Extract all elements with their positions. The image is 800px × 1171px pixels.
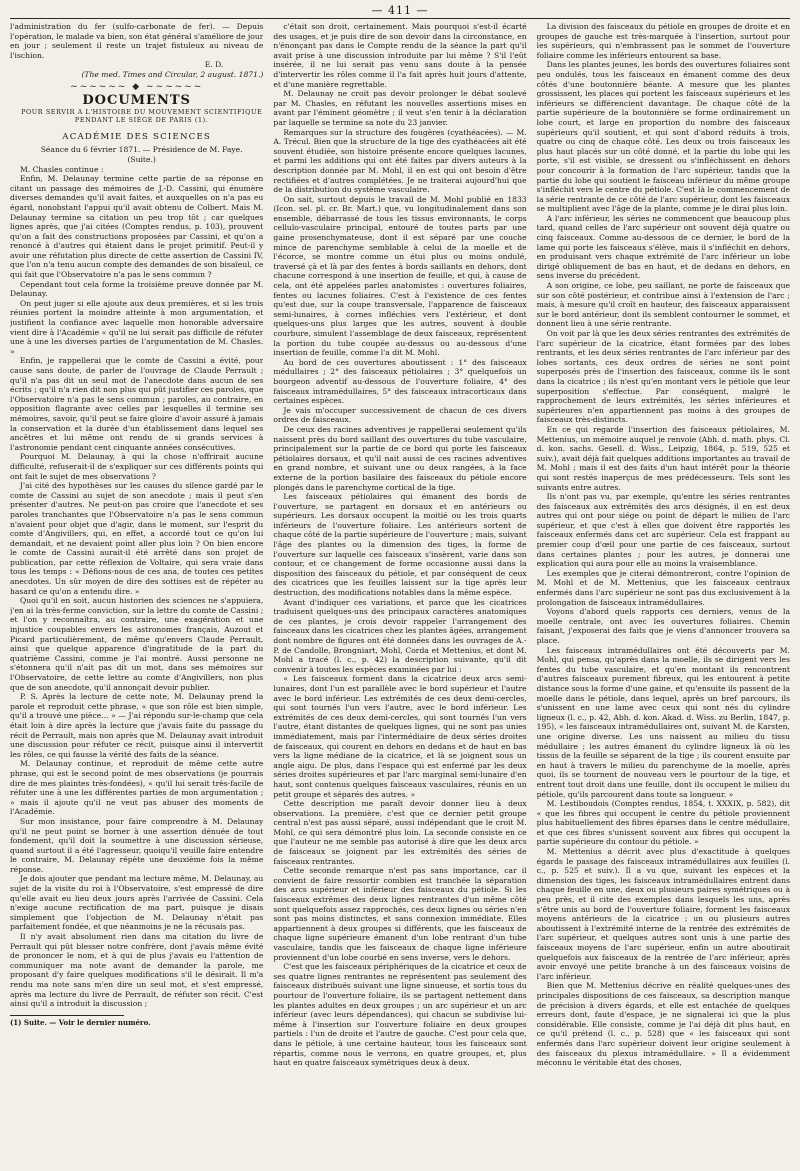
paragraph: Les exemples que je citerai démontreront, contre l'opinion de M. Mohl et de M. Mettenius, que les faisceaux centraux enfermés dans l'arc supérieur ne sont pas dus exclusivement à la prolongation de faisceaux intramédullaires.: [536, 568, 790, 607]
paragraph: Cette seconde remarque n'est pas sans importance, car il convient de faire ressortir combien est tranchée la séparation des arcs supérieur et inférieur des faisceaux du pétiole. Si les faisceaux extrêmes des deux lignes rentrantes d'un même côté sont quelquefois assez rapprochés, ces deux lignes ou séries n'en sont pas moins distinctes, et sans connexion immédiate. Elles appartiennent à deux groupes si différents, que les faisceaux de chaque ligne supérieure émanent d'un lobe rentrant d'un tube vasculaire, tandis que les faisceaux de chaque ligne inférieure proviennent d'un lobe courbé en sens inverse, vers le dehors.: [273, 866, 527, 962]
paragraph: Cependant tout cela forme la troisième preuve donnée par M. Delaunay.: [10, 279, 264, 299]
footnote-rule: [10, 1015, 124, 1016]
paragraph: On peut juger si elle ajoute aux deux premières, et si les trois réunies portent la moindre atteinte à mon argumentation, et justifient la confiance avec laquelle mon honorable adversaire vient dire à l'Académie « qu'il ne lui serait pas difficile de réfuter une à une les diverses parties de l'argumentation de M. Chasles. »: [10, 298, 264, 356]
paragraph: Avant d'indiquer ces variations, et parce que les cicatrices traduisent quelques-uns des principaux caractères anatomiques de ces plantes, je crois devoir rappeler l'arrangement des faisceaux dans les cicatrices chez les plantes âgées, arrangement dont nombre de figures ont été données dans les ouvrages de A.-P. de Candolle, Brongniart, Mohl, Corda et Mettenius, et dont M. Mohl a tracé (l. c., p. 42) la description suivante, qu'il dit convenir à toutes les espèces examinées par lui :: [273, 597, 527, 674]
footnote: (1) Suite. — Voir le dernier numéro.: [10, 1017, 151, 1027]
paragraph: Enfin, je rappellerai que le comte de Cassini a évité, pour cause sans doute, de parler de l'ouvrage de Claude Perrault ; qu'il n'a pas dit un seul mot de l'anecdote dans aucun de ses écrits ; qu'il n'a rien dit non plus qui pût justifier ces paroles, que l'Observatoire n'a pas le sens commun ; paroles, au contraire, en opposition flagrante avec celles par lesquelles il termine ses mémoires, savoir, qu'il peut se faire gloire d'avoir assuré à jamais la conservation et la durée d'un établissement dans lequel ses ancêtres et lui même ont rendu de si grands services à l'astronomie pendant cent cinquante années consécutives.: [10, 356, 264, 452]
section-title: DOCUMENTS: [82, 93, 191, 109]
paragraph: Les faisceaux pétiolaires qui émanent des bords de l'ouverture, se partagent en dorsaux et en antérieurs ou supérieurs. Les dorsaux occupent la moitié ou les trois quarts inférieurs de l'ouverture foliaire. Les antérieurs sortent de chaque côté de la partie supérieure de l'ouverture ; mais, suivant l'âge des plantes ou la dimension des tiges, la forme de l'ouverture sur laquelle ces faisceaux s'insèrent, varie dans son contour, et ce changement de forme occasionne aussi dans la disposition des faisceaux du pétiole, et par conséquent de ceux des cicatrices que les feuilles laissent sur la tige après leur destruction, des modifications notables dans la même espèce.: [273, 492, 527, 598]
signature: E. D.: [204, 60, 224, 70]
paragraph: On sait, surtout depuis le travail de M. Mohl publié en 1833 (Icon. sel. pl. cr. Br. Mart.) que, vu longitudinalement dans son ensemble, débarrassé de tous les tissus environnants, le corps cellulo-vasculaire principal, entouré de toutes parts par une gaine prosenchymateuse, dont il est séparé par une couche mince de parenchyme semblable à celui de la moelle et de l'écorce, se montre comme un étui plus ou moins ondulé, traversé çà et là par des fentes à bords saillants en dehors, dont chacune correspond à une insertion de feuille, et qui, à cause de cela, ont été appelées parles anatomistes : ouvertures foliaires, fentes ou lacunes foliaires. C'est à l'existence de ces fentes qu'est due, sur la coupe transversale, l'apparence de faisceaux semi-lunaires, à cornes infléchies vers l'extérieur, et dont quelques-uns plus larges que les autres, souvent à double courbure, simulent l'assemblage de deux faisceaux, représentent la portion du tube coupée au-dessus ou au-dessous d'une insertion de feuille, comme l'a dit M. Mohl.: [273, 194, 527, 358]
seance-line: Séance du 6 février 1871. — Présidence de M. Faye.: [40, 145, 243, 155]
column-left: [10, 22, 263, 1170]
paragraph: La division des faisceaux du pétiole en groupes de droite et en groupes de gauche est très-marquée à l'insertion, surtout pour les supérieurs, qui n'embrassent pas le sommet de l'ouverture foliaire comme les inférieurs entourent sa base.: [536, 22, 790, 60]
paragraph: Je dois ajouter que pendant ma lecture même, M. Delaunay, au sujet de la visite du roi à l'Observatoire, s'est empressé de dire qu'elle avait eu lieu deux jours après l'arrivée de Cassini. Cela n'exige aucune rectification de ma part, puisque je disais simplement que l'objection de M. Delaunay n'était pas parfaitement fondée, et que néanmoins je ne la récusais pas.: [10, 874, 264, 932]
paragraph: Voyons d'abord quels rapports ces derniers, venus de la moelle centrale, ont avec les ouvertures foliaires. Chemin faisant, j'exposerai des faits que je viens d'annoncer trouvera sa place.: [536, 607, 790, 645]
page-number: — 411 —: [371, 4, 429, 17]
suite-line: (Suite.): [127, 154, 156, 164]
paragraph: M. Lestiboudois (Comptes rendus, 1854, t. XXXIX, p. 582), dit « que les fibres qui occupent le centre du pétiole proviennent plus habituellement des fibres éparses dans le centre médullaire, et que ces fibres s'unissent souvent aux fibres qui occupent la partie supérieure du contour du pétiole. »: [536, 799, 790, 847]
paragraph: Sur mon insistance, pour faire comprendre à M. Delaunay qu'il ne peut point se borner à une assertion dénuée de tout fondement, qu'il doit la soumettre à une discussion sérieuse, quand surtout il a été l'agresseur, quoiqu'il veuille faire entendre le contraire, M. Delaunay répète une deuxième fois la même réponse.: [10, 816, 264, 874]
paragraph: En ce qui regarde l'insertion des faisceaux pétiolaires, M. Mettenius, un mémoire auquel je renvoie (Abh. d. math. phys. Cl. d. kon. sachs. Gesell. d. Wiss., Leipzig, 1864, p. 519, 525 et suiv.), avait déjà fait quelques additions importantes au travail de M. Mohl ; mais il est des faits d'un haut intérêt pour la théorie qui sont restés inaperçus de mes prédécesseurs. Tels sont les suivants entre autres.: [536, 424, 790, 492]
paragraph: Cette description me paraît devoir donner lieu à deux observations. La première, c'est que ce dernier petit groupe central n'est pas aussi séparé, aussi indépendant que le croit M. Mohl, ce qui sera démontré plus loin. La seconde consiste en ce que l'auteur ne me semble pas autorisé à dire que les deux arcs de faisceaux se joignent par les extrémités des séries de faisceaux rentrantes.: [273, 799, 527, 866]
paragraph: Les faisceaux intramédullaires ont été découverts par M. Mohl, qui pensa, qu'après dans la moelle, ils se dirigent vers les fentes du tube vasculaire, et qu'en montant ils rencontrent d'autres faisceaux purement fibreux, qui les entourent à petite distance sous la forme d'une gaine, et qu'ensuite ils passent de la moelle dans le pétiole, dans lequel, après un bref parcours, ils s'unissent en une lame avec ceux qui sont nés du cylindre ligneux (l. c., p. 42, Abh. d. kon. Akad. d. Wiss. zu Berlin, 1847, p. 195), « les faisceaux intramédullaires ont, suivant M. de Karsten, une origine diverse. Les uns naissent au milieu du tissu médullaire ; les autres émanent du cylindre ligneux là où les tissus de la feuille se séparent de la tige ; ils courent ensuite par en haut à travers le milieu du parenchyme de la moelle, après quoi, ils se tournent de nouveau vers le pourtour de la tige, et entrent tout droit dans une feuille, dont ils occupent le milieu du pétiole, qu'ils parcourent dans toute sa longueur. »: [536, 645, 790, 799]
paragraph: « Les faisceaux forment dans la cicatrice deux arcs semi-lunaires, dont l'un est parallèle avec le bord supérieur et l'autre avec le bord inférieur. Les extrémités de ces deux demi-cercles, qui sont tournés l'un vers l'autre, avec le bord inférieur. Les extrémités de ces deux demi-cercles, qui sont tournés l'un vers l'autre, étant distantes de quelques lignes, qui ne sont pas unies immédiatement, mais par l'intermédiaire de deux séries droites de faisceaux, qui courent en dehors en dedans et de haut en bas vers la ligne médiane de la cicatrice, et là se joignent sous un angle aigu. De plus, dans l'espace qui est enfermé par les deux séries droites supérieures et par l'arc marginal semi-lunaire d'en haut, sont contenus quelques faisceaux vasculaires, réunis en un petit groupe et séparés des autres. »: [273, 674, 527, 799]
paragraph: M. Delaunay ne croit pas devoir prolonger le débat soulevé par M. Chasles, en réfutant les nouvelles assertions mises en avant par l'éminent géomètre ; il veut s'en tenir à la déclaration par laquelle se termine sa note du 23 janvier.: [273, 89, 527, 127]
section-subtitle-2: PENDANT LE SIÉGE DE PARIS (1).: [74, 116, 209, 125]
paragraph: Dans les plantes jeunes, les bords des ouvertures foliaires sont peu ondulés, tous les faisceaux en émanent comme des deux côtés d'une boutonnière béante. A mesure que les plantes grossissent, les places qui portent les faisceaux supérieurs et les inférieurs se différencient davantage. De chaque côté de la partie supérieure de la boutonnière se forme ordinairement un lobe court, et large en proportion du nombre des faisceaux supérieurs qu'il soutient, et qui sont d'abord réduits à trois, quatre ou cinq de chaque côté. Les deux ou trois faisceaux les plus haut placés sur un côté donné, et la partie du lobe qui les porte, s'il est visible, se dressent ou s'infléchissent en dehors pour concourir à la formation de l'arc supérieur, tandis que la partie du lobe qui soutient le faisceau inférieur du même groupe s'infléchit vers le centre du pétiole. C'est là le commencement de la série rentrante de ce côté de l'arc supérieur, dont les faisceaux se multiplient avec l'âge de la plante, comme je le dirai plus loin.: [536, 60, 790, 214]
paragraph: Enfin, M. Delaunay termine cette partie de sa réponse en citant un passage des mémoires de J.-D. Cassini, qui énumère diverses demandes qu'il avait faites, et auxquelles on n'a pas eu égard, nonobstant l'appui qu'il avait obtenu de Colbert. Mais M. Delaunay termine sa citation un peu trop tôt ; car quelques lignes après, que j'ai citées (Comptes rendus, p. 103), prouvent qu'on a fait des constructions proposées par Cassini, et qu'on a renoncé à d'autres qui étaient dans le projet primitif. Peut-il y avoir une réfutation plus directe de cette assertion de Cassini IV, que l'on n'a tenu aucun compte des demandes de son bisaïeul, ce qui fait que l'Observatoire n'a pas le sens commun ?: [10, 174, 264, 280]
ornament-divider: ~~~~~~ ◆ ~~~~~~: [70, 81, 204, 92]
paragraph: M. Delaunay continue, et reproduit de même cette autre phrase, qui est le second point de mes observations (je pourrais dire de mes plaintes très-fondées), « qu'il lui serait très-facile de réfuter une à une les différentes parties de mon argumentation ; » mais il ajoute qu'il ne veut pas abuser des moments de l'Académie.: [10, 759, 264, 817]
paragraph: On voit par là que les deux séries rentrantes des extrémités de l'arc supérieur de la cicatrice, étant formées par des lobes rentrants, et les deux séries rentrantes de l'arc inférieur par des lobes sortants, ces deux ordres de séries ne sont point superposés près de l'insertion des faisceaux, comme ils le sont dans la cicatrice ; ils n'est qu'en montant vers le pétiole que leur superposition s'effectue. Par conséquent, malgré le rapprochement de leurs extrémités, les séries inférieures et supérieures n'en appartiennent pas moins à des groupes de faisceaux très-distincts.: [536, 329, 790, 425]
paragraph: Je vais m'occuper successivement de chacun de ces divers ordres de faisceaux.: [273, 405, 527, 425]
paragraph: M. Mettenius a décrit avec plus d'exactitude à quelques égards le passage des faisceaux intramédullaires aux feuilles (l. c., p. 525 et suiv.). Il a vu que, suivant les espèces et la dimension des tiges, les faisceaux intramédullaires entrent dans chaque feuille en une, deux ou plusieurs paires symétriques ou à peu près, et il cite des exemples dans lesquels les uns, après s'être unis au bord de l'ouverture foliaire, forment les faisceaux moyens antérieurs de la cicatrice ; un ou plusieurs autres aboutissent à l'extrémité interne de la rentrée des extrémités de l'arc supérieur, et quelques autres sont unis à une partie des faisceaux moyens de l'arc supérieur, enfin un autre aboutirait quelquefois aux faisceaux de la rentrée de l'arc inférieur, après avoir envoyé une petite branche à un des faisceaux voisins de l'arc inférieur.: [536, 847, 790, 981]
source-citation: (The med. Times and Circular, 2 august. 1871.): [81, 69, 264, 79]
paragraph: Au bord de ces ouvertures aboutissent : 1° des faisceaux médullaires ; 2° des faisceaux pétiolaires ; 3° quelquefois un bourgeon adventif au-dessous de l'ouverture foliaire, 4° des faisceaux intramédullaires, 5° des faisceaux intracorticaux dans certaines espèces.: [273, 357, 527, 406]
paragraph: P. S. Après la lecture de cette note, M. Delaunay prend la parole et reproduit cette phrase, « que son rôle est bien simple, qu'il a trouvé une pièce... » — J'ai répondu sur-le-champ que cela était loin à dire après la lecture que j'avais faite du passage du récit de Perrault, mais non après que M. Delaunay avait introduit une discussion pour réfuter ce récit, puisque ainsi il intervertit les rôles, ce qui fausse la vérité des faits de la séance.: [10, 692, 264, 759]
paragraph: J'ai cité des hypothèses sur les causes du silence gardé par le comte de Cassini au sujet de son anecdote ; mais il peut s'en présenter d'autres. Ne peut-on pas croire que l'anecdote et ses paroles tranchantes que l'Observatoire n'a pas le sens commun n'avaient pour objet que d'agir, dans le moment, sur l'esprit du comte d'Angivillers, qui, en effet, a accordé tout ce qu'on lui demandait, et ne devaient point aller plus loin ? On bien encore le comte de Cassini aurait-il été arrêté dans son projet de publication, par cette réflexion de Voltaire, qui sera vraie dans tous les temps : « Défions-nous de ces ana, de toutes ces petites anecdotes. Un sûr moyen de dire des sottises est de répéter au hasard ce qu'on a entendu dire. »: [10, 481, 264, 596]
paragraph: A son origine, ce lobe, peu saillant, ne porte de faisceaux que sur son côté postérieur, et contribue ainsi à l'extension de l'arc ; mais, à mesure qu'il croît en hauteur, des faisceaux apparaissent sur le bord antérieur, dont ils semblent contourner le sommet, et donnent lieu à une série rentrante.: [536, 281, 790, 329]
paragraph: Quoi qu'il en soit, aucun historien des sciences ne s'appuiera, j'en ai la très-ferme conviction, sur la lettre du comte de Cassini ; et l'on y reconnaîtra, au contraire, une exagération et une injustice coupables envers les astronomes français, Auzout et Picard particulièrement, de même qu'envers Claude Perrault, ainsi que quelque apparence d'ingratitude de la part du quatrième Cassini, comme je l'ai montré. Aussi personne ne s'étonnera qu'il n'ait pas dit un mot, dans ses mémoires sur l'Observatoire, de cette lettre au comte d'Angivillers, non plus que de son anecdote, qu'il annonçait devoir publier.: [10, 596, 264, 692]
column-middle: [273, 22, 526, 1170]
paragraph: De ceux des racines adventives je rappellerai seulement qu'ils naissent près du bord saillant des ouvertures du tube vasculaire, principalement sur la partie de ce bord qui porte les faisceaux pétiolaires dorsaux, et qu'il nait aussi de ces racines adventives en grand nombre, et suivant une ou deux rangées, à la face externe de la portion basilaire des faisceaux du pétiole encore plongés dans le parenchyme cortical de la tige.: [273, 424, 527, 492]
top-rule: [10, 18, 790, 19]
paragraph: c'était son droit, certainement. Mais pourquoi s'est-il écarté des usages, et je puis dire de son devoir dans la circonstance, en n'énonçant pas dans le Compte rendu de la séance la part qu'il avait prise à une discussion introduite par lui même ? S'il l'eût insérée, il ne lui serait pas venu sans doute à la pensée d'intervertir les rôles comme il l'a fait après huit jours d'attente, et d'une manière regrettable.: [273, 22, 527, 89]
column-right: [537, 22, 790, 1170]
paragraph: Pourquoi M. Delaunay, à qui la chose n'offrirait aucune difficulté, refuserait-il de s'expliquer sur ces différents points qui ont fait le sujet de mes observations ?: [10, 452, 264, 481]
paragraph: M. Chasles continue :: [20, 164, 104, 174]
columns: [10, 22, 790, 1170]
paragraph: Il n'y avait absolument rien dans ma citation du livre de Perrault qui pût blesser notre confrère, dont j'avais même évité de prononcer le nom, et à qui de plus j'avais eu l'attention de communiquer ma note avant de demander la parole, me proposant d'y faire quelques modifications s'il le désirait. Il m'a rendu ma note sans m'en dire un seul mot, et s'est empressé, après ma lecture du livre de Perrault, de réfuter son récit. C'est ainsi qu'il a introduit la discussion ;: [10, 932, 264, 1009]
paragraph: Remarques sur la structure des fougères (cyathéacées). — M. A. Trécul. Bien que la structure de la tige des cyathéacées ait été souvent étudiée, son histoire présente encore quelques lacunes, et parmi les additions qui ont été faites par divers auteurs à la description donnée par M. Mohl, il en est qui ont besoin d'être rectifiées et d'autres complétées. Je ne traiterai aujourd'hui que de la distribution du système vasculaire.: [273, 127, 527, 195]
section-subtitle-1: POUR SERVIR A L'HISTOIRE DU MOUVEMENT SCIENTIFIQUE: [21, 107, 263, 116]
paragraph: C'est que les faisceaux périphériques de la cicatrice et ceux de ses quatre lignes rentrantes ne représentent pas seulement des faisceaux distribués suivant une ligne sinueuse, et sortis tous du pourtour de l'ouverture foliaire, ils se partagent nettement dans les plantes adultes en deux groupes ; un arc supérieur et un arc inférieur (avec leurs dépendances), qui chacun se subdivise lui-même à l'insertion sur l'ouverture foliaire en deux groupes partiels : l'un de droite et l'autre de gauche. C'est pour cela que, dans le pétiole, à une certaine hauteur, tous les faisceaux sont répartis, comme nous le verrons, en quatre groupes, et, plus haut en quatre faisceaux symétriques deux à deux.: [273, 962, 527, 1068]
paragraph: Bien que M. Mettenius décrive en réalité quelques-unes des principales dispositions de ces faisceaux, sa description manque de précision à divers égards, et elle est entachée de quelques erreurs dont, faute d'espace, je ne signalerai ici que la plus considérable. Elle consiste, comme je l'ai déjà dit plus haut, en ce qu'il prétend (l. c., p. 528) que « les faisceaux qui sont enfermés dans l'arc supérieur doivent leur origine seulement à des faisceaux du plexus intramédullaire. » Il a évidemment méconnu le véritable état des choses,: [536, 981, 790, 1068]
intro-paragraph: l'administration du fer (sulfo-carbonate de fer). — Depuis l'opération, le malade va bien, son état général s'améliore de jour en jour ; seulement il reste un trajet fistuleux au niveau de l'ischion.: [10, 22, 264, 60]
academy-heading: ACADÉMIE DES SCIENCES: [62, 131, 212, 142]
paragraph: Ils n'ont pas vu, par exemple, qu'entre les séries rentrantes des faisceaux aux extrémités des arcs désignés, il en est deux autres qui ont pour siége ou point de départ le milieu de l'arc supérieur, et que c'est à elles que doivent être rapportés les faisceaux enfermés dans cet arc supérieur. Cela est frappant au premier coup d'œil pour une partie de ces faisceaux, surtout dans certaines plantes ; pour les autres, je donnerai une explication qui aura pour elle au moins la vraisemblance.: [536, 492, 790, 569]
paragraph: A l'arc inférieur, les séries ne commencent que beaucoup plus tard, quand celles de l'arc supérieur ont souvent déjà quatre ou cinq faisceaux. Comme au-dessous de ce dernier, le bord de la lame qui porte les faisceaux s'élève, mais il s'infléchit en dehors, en produisant vers chaque extrémité de l'arc inférieur un lobe dirigé obliquement de bas en haut, et de dedans en dehors, en sens inverse du précédent.: [536, 213, 790, 281]
